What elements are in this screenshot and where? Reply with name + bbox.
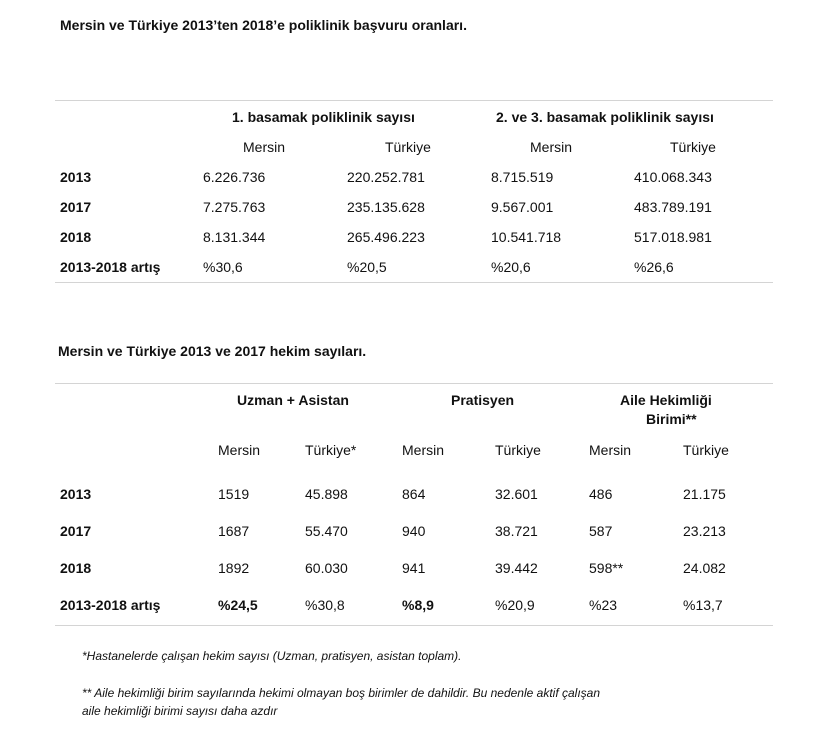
table1-top-rule: [55, 100, 773, 101]
footnote-family-medicine-line2: aile hekimliği birimi sayısı daha azdır: [82, 704, 278, 718]
table2-cell: 60.030: [305, 560, 348, 576]
table2-cell: 486: [589, 486, 613, 502]
table2-row-label: 2013: [60, 486, 92, 502]
table1-cell: 235.135.628: [347, 199, 425, 215]
table2-cell: 45.898: [305, 486, 348, 502]
footnote-family-medicine-line1: ** Aile hekimliği birim sayılarında hekimi olmayan boş birimler de dahildir. Bu nedenle aktif çalışan: [82, 686, 601, 700]
table2-title: Mersin ve Türkiye 2013 ve 2017 hekim sayıları.: [58, 343, 367, 359]
table2-subheader: Türkiye*: [305, 442, 357, 458]
table1-title: Mersin ve Türkiye 2013’ten 2018’e poliklinik başvuru oranları.: [60, 17, 467, 33]
table2-subheader: Türkiye: [683, 442, 729, 458]
table1-group-primary-care: 1. basamak poliklinik sayısı: [232, 109, 415, 125]
table2-subheader: Türkiye: [495, 442, 541, 458]
table1-cell: %20,5: [347, 259, 387, 275]
table1-cell: %30,6: [203, 259, 243, 275]
table1-row-label: 2013: [60, 169, 92, 185]
table2-cell: 24.082: [683, 560, 726, 576]
table1-cell: 483.789.191: [634, 199, 712, 215]
table1-cell: 7.275.763: [203, 199, 266, 215]
table2-cell: 23.213: [683, 523, 726, 539]
table1-subheader: Türkiye: [385, 139, 431, 155]
table2-group-family-medicine-line2: Birimi**: [646, 411, 697, 427]
table1-subheader: Mersin: [243, 139, 286, 155]
table1-cell: 10.541.718: [491, 229, 562, 245]
table2-group-specialist: Uzman + Asistan: [237, 392, 349, 408]
table1-row-label: 2018: [60, 229, 92, 245]
table1-cell: 9.567.001: [491, 199, 554, 215]
table2-bottom-rule: [55, 625, 773, 626]
table2-cell: %20,9: [495, 597, 535, 613]
table2-group-general-practitioner: Pratisyen: [451, 392, 515, 408]
table2-cell: %8,9: [402, 597, 434, 613]
table2-row-label: 2018: [60, 560, 92, 576]
table2-cell: 38.721: [495, 523, 538, 539]
table1-cell: 517.018.981: [634, 229, 712, 245]
table2-top-rule: [55, 383, 773, 384]
table1-subheader: Türkiye: [670, 139, 716, 155]
table2-cell: 864: [402, 486, 426, 502]
table1-row-label: 2013-2018 artış: [60, 259, 161, 275]
table2-cell: 940: [402, 523, 426, 539]
table1-group-secondary-tertiary: 2. ve 3. basamak poliklinik sayısı: [496, 109, 714, 125]
table2-cell: %23: [589, 597, 618, 613]
table1-cell: 410.068.343: [634, 169, 712, 185]
table2-cell: 21.175: [683, 486, 726, 502]
table2-cell: 1687: [218, 523, 250, 539]
table1-cell: 8.715.519: [491, 169, 554, 185]
table2-row-label: 2017: [60, 523, 92, 539]
table2-cell: %30,8: [305, 597, 345, 613]
table1-cell: 265.496.223: [347, 229, 425, 245]
footnote-hospital-physicians: *Hastanelerde çalışan hekim sayısı (Uzman, pratisyen, asistan toplam).: [82, 649, 462, 663]
table1-cell: 6.226.736: [203, 169, 266, 185]
table2-subheader: Mersin: [402, 442, 445, 458]
table2-cell: %24,5: [218, 597, 258, 613]
table1-cell: %26,6: [634, 259, 674, 275]
table2-cell: 1519: [218, 486, 250, 502]
table2-cell: 32.601: [495, 486, 538, 502]
table2-cell: 1892: [218, 560, 250, 576]
table2-cell: 941: [402, 560, 426, 576]
table1-bottom-rule: [55, 282, 773, 283]
table2-subheader: Mersin: [218, 442, 261, 458]
table1-cell: 8.131.344: [203, 229, 266, 245]
table1-cell: 220.252.781: [347, 169, 425, 185]
table2-row-label: 2013-2018 artış: [60, 597, 161, 613]
table2-cell: 55.470: [305, 523, 348, 539]
table2-cell: %13,7: [683, 597, 723, 613]
table2-cell: 598**: [589, 560, 624, 576]
table2-group-family-medicine: Aile Hekimliği: [620, 392, 712, 408]
table2-cell: 587: [589, 523, 613, 539]
table2-cell: 39.442: [495, 560, 538, 576]
table1-cell: %20,6: [491, 259, 531, 275]
table2-subheader: Mersin: [589, 442, 632, 458]
table1-subheader: Mersin: [530, 139, 573, 155]
table1-row-label: 2017: [60, 199, 92, 215]
